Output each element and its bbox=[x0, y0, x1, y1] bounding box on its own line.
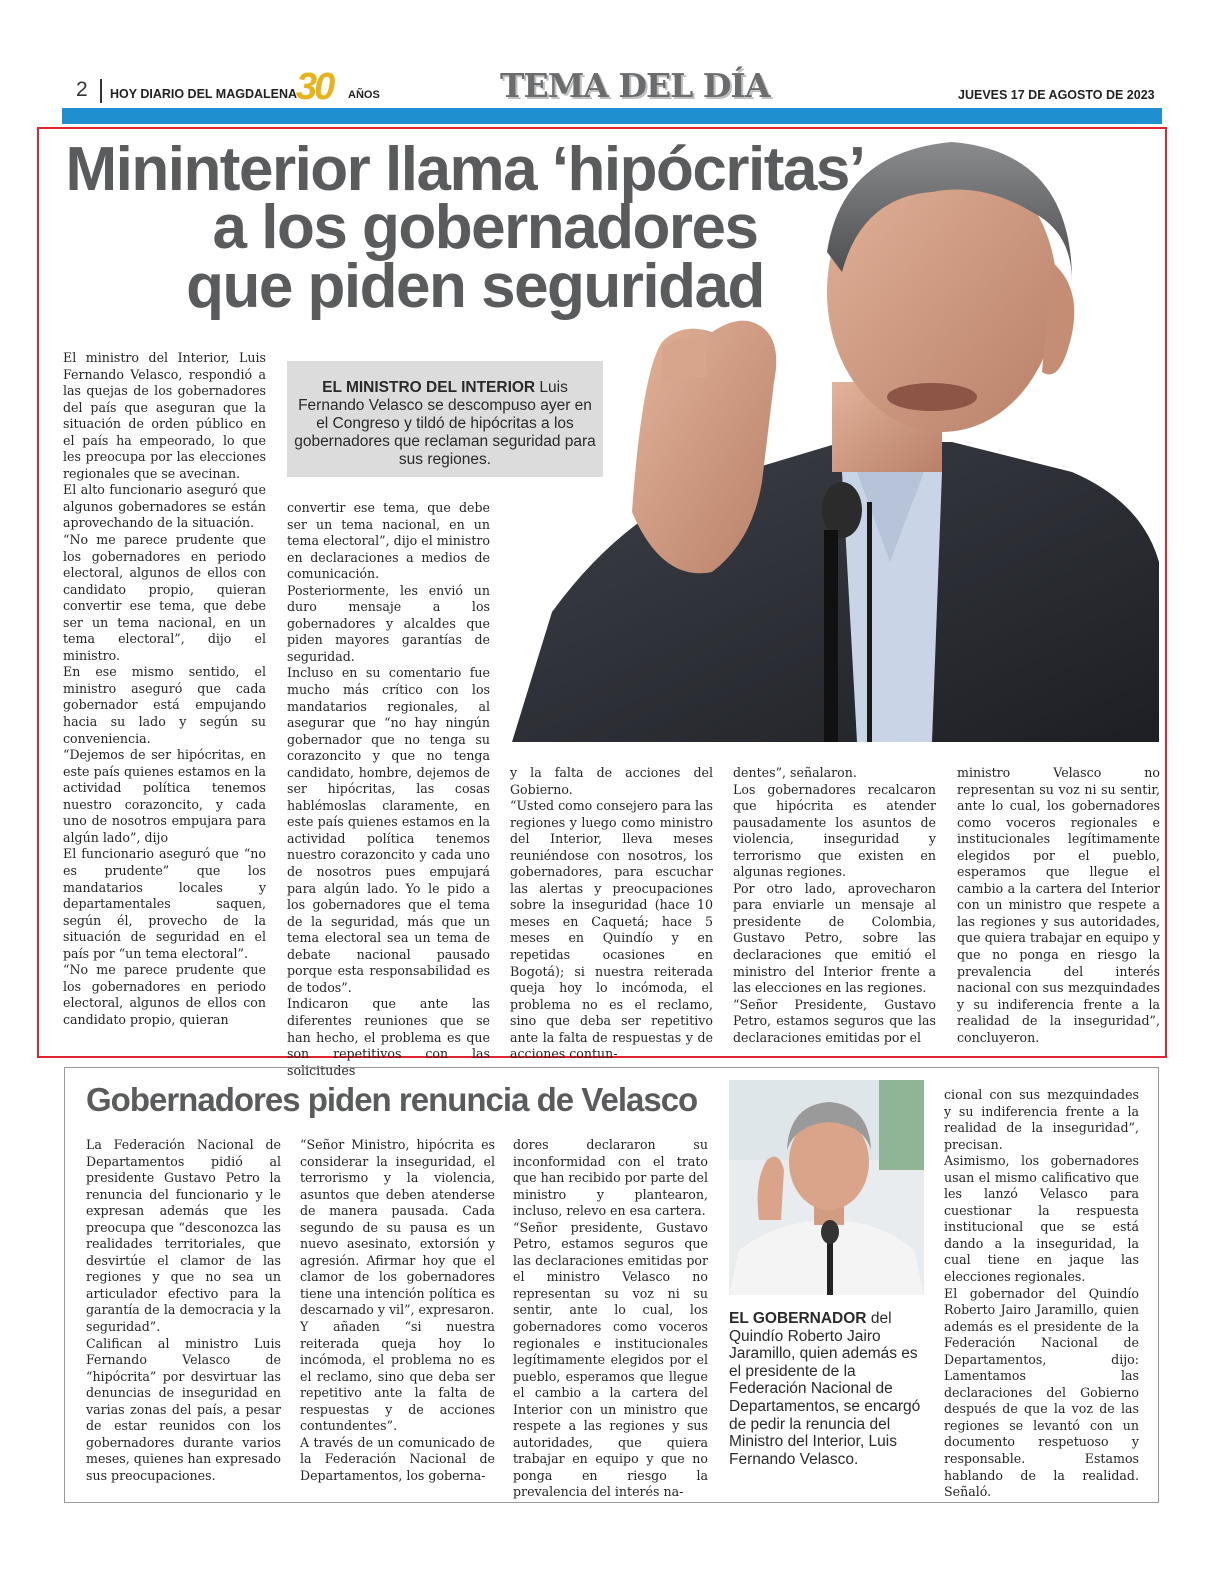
header-blue-band bbox=[62, 108, 1162, 124]
photo-caption bbox=[287, 361, 603, 477]
issue-date: JUEVES 17 DE AGOSTO DE 2023 bbox=[958, 88, 1155, 102]
headline-line-1: Mininterior llama ‘hipócritas’ bbox=[65, 135, 865, 204]
second-col-4: cional con sus mezquindades y su indiferencia frente a la realidad de la inseguridad”, precisan. Asimismo, los gobernadores usan el mismo calificativo que les lanzó Velasco para cuestionar la respuesta institucional que se está dando a la inseguridad, la cual tiene en jaque las elecciones regionales. El gobernador del Quindío Roberto Jairo Jaramillo, quien además es el presidente de la Federación Nacional de Departamentos, dijo: Lamentamos las declaraciones del Gobierno después de que la voz de las regiones se levantó con un documento respetuoso y responsable. Estamos hablando de la realidad. Señaló. bbox=[944, 1087, 1139, 1500]
headline-line-3: que piden seguridad bbox=[186, 252, 764, 321]
governor-caption-text: del Quindío Roberto Jairo Jaramillo, quien además es el presidente de la Federación Nacional de Departamentos, se encargó de pedir la renuncia del Ministro del Interior, Luis Fernando Velasco. bbox=[729, 1310, 921, 1468]
main-col-5: ministro Velasco no representan su voz ni su sentir, ante lo cual, los gobernadores como voceros regionales e institucionales legítimamente elegidos por el pueblo, esperamos que llegue el cambio a la cartera del Interior con un ministro que respete a las regiones y sus autoridades, que quiera trabajar en equipo y que no ponga en riesgo la prevalencia del interés nacional con sus mezquindades y su indiferencia frente a la realidad de la inseguridad”, concluyeron. bbox=[957, 765, 1160, 1045]
anniversary-logo-number: 30 bbox=[296, 66, 333, 108]
section-title: TEMA DEL DÍA bbox=[500, 66, 770, 105]
headline-line-2: a los gobernadores bbox=[212, 193, 758, 262]
second-col-3: dores declararon su inconformidad con el trato que han recibido por parte del ministro y plantearon, incluso, relevo en esa cartera. “Señor presidente, Gustavo Petro, estamos seguros que las declaraciones emitidas por el ministro Velasco no representan su voz ni su sentir, ante lo cual, los gobernadores como voceros regionales e institucionales legítimamente elegidos por el pueblo, esperamos que llegue el cambio a la cartera del Interior con un ministro que respete a las regiones y sus autoridades, que quiera trabajar en equipo y que no ponga en riesgo la prevalencia del interés na- bbox=[513, 1137, 708, 1500]
anniversary-logo-word: AÑOS bbox=[348, 89, 380, 101]
newspaper-name: HOY DIARIO DEL MAGDALENA bbox=[110, 87, 298, 101]
second-col-2: “Señor Ministro, hipócrita es considerar la inseguridad, el terrorismo y la violencia, asuntos que deben atenderse de manera pausada. Cada segundo de su pausa es un nuevo asesinato, extorsión y agresión. Afirmar hoy que el clamor de los gobernadores tiene una intención política es descarnado y vil”, expresaron. Y añaden “si nuestra reiterada queja hoy lo incómoda, el problema no es el reclamo, sino que deba ser repetitivo ante la falta de respuestas y de acciones contundentes”. A través de un comunicado de la Federación Nacional de Departamentos, los goberna- bbox=[300, 1137, 495, 1483]
main-col-1: El ministro del Interior, Luis Fernando Velasco, respondió a las quejas de los gobernadores del país que aseguran que la situación de orden público en el país ha empeorado, lo que les preocupa por las elecciones regionales que se avecinan. El alto funcionario aseguró que algunos gobernadores se están aprovechando de la situación. “No me parece prudente que los gobernadores en periodo electoral, algunos de ellos con candidato propio, quieran convertir ese tema, que debe ser un tema nacional, en un tema electoral”, dijo el ministro. En ese mismo sentido, el ministro aseguró que cada gobernador está empujando hacia su lado y según su conveniencia. “Dejemos de ser hipócritas, en este país quienes estamos en la actividad política tenemos nuestro corazoncito, y cada uno de nosotros empujara para algún lado”, dijo El funcionario aseguró que “no es prudente” que los mandatarios locales y departamentales saquen, según él, provecho de la situación de seguridad en el país por “un tema electoral”. “No me parece prudente que los gobernadores en periodo electoral, algunos de ellos con candidato propio, quieran bbox=[63, 350, 266, 1027]
second-headline: Gobernadores piden renuncia de Velasco bbox=[86, 1081, 698, 1118]
main-headline bbox=[40, 135, 900, 321]
governor-caption-lead: EL GOBERNADOR bbox=[729, 1310, 867, 1327]
caption-lead: EL MINISTRO DEL INTERIOR bbox=[322, 379, 536, 396]
main-col-2: convertir ese tema, que debe ser un tema nacional, en un tema electoral”, dijo el ministro en declaraciones a medios de comunicación. Posteriormente, les envió un duro mensaje a los gobernadores y alcaldes que piden mayores garantías de seguridad. Incluso en su comentario fue mucho más crítico con los mandatarios regionales, al asegurar que “no hay ningún gobernador que no tenga su corazoncito y que no tenga candidato, hombre, dejemos de ser hipócritas, las cosas hablémoslas claramente, en este país quienes estamos en la actividad política tenemos nuestro corazoncito y cada uno de nosotros pues empujará para algún lado. Yo le pido a los gobernadores que el tema de la seguridad, más que un tema electoral sea un tema de debate nacional pausado porque esta responsabilidad es de todos”. Indicaron que ante las diferentes reuniones que se han hecho, el problema es que son repetitivos con las solicitudes bbox=[287, 500, 490, 1078]
main-col-4: dentes”, señalaron. Los gobernadores recalcaron que hipócrita es atender pausadamente los asuntos de violencia, inseguridad y terrorismo que existen en algunas regiones. Por otro lado, aprovecharon para enviarle un mensaje al presidente de Colombia, Gustavo Petro, sobre las declaraciones que emitió el ministro del Interior frente a las elecciones en las regiones. “Señor Presidente, Gustavo Petro, estamos seguros que las declaraciones emitidas por el bbox=[733, 765, 936, 1045]
header-divider bbox=[100, 79, 102, 103]
main-col-3: y la falta de acciones del Gobierno. “Usted como consejero para las regiones y luego como ministro del Interior, lleva meses reuniéndose con nosotros, los gobernadores, para escuchar las alertas y preocupaciones sobre la inseguridad (hace 10 meses en Caquetá; hace 5 meses en Quindío y en repetidas ocasiones en Bogotá); si nuestra reiterada queja hoy lo incómoda, el problema no es el reclamo, sino que deba ser repetitivo ante la falta de respuestas y de acciones contun- bbox=[510, 765, 713, 1062]
page-number: 2 bbox=[76, 78, 88, 101]
caption-text: Luis Fernando Velasco se descompuso ayer en el Congreso y tildó de hipócritas a los gobernadores que reclaman seguridad para sus regiones. bbox=[294, 379, 596, 468]
governor-photo bbox=[729, 1080, 924, 1295]
governor-caption bbox=[729, 1310, 927, 1468]
second-col-1: La Federación Nacional de Departamentos pidió al presidente Gustavo Petro la renuncia del funcionario y le expresan además que les preocupa que “desconozca las realidades territoriales, que desvirtúe el clamor de las regiones y que no sea un articulador efectivo para la garantía de la democracia y la seguridad”. Califican al ministro Luis Fernando Velasco de “hipócrita” por desvirtuar las denuncias de inseguridad en varias zonas del país, a pesar de estar reunidos con los gobernadores durante varios meses, quienes han expresado sus preocupaciones. bbox=[86, 1137, 281, 1483]
governor-photo-illustration bbox=[729, 1080, 924, 1295]
